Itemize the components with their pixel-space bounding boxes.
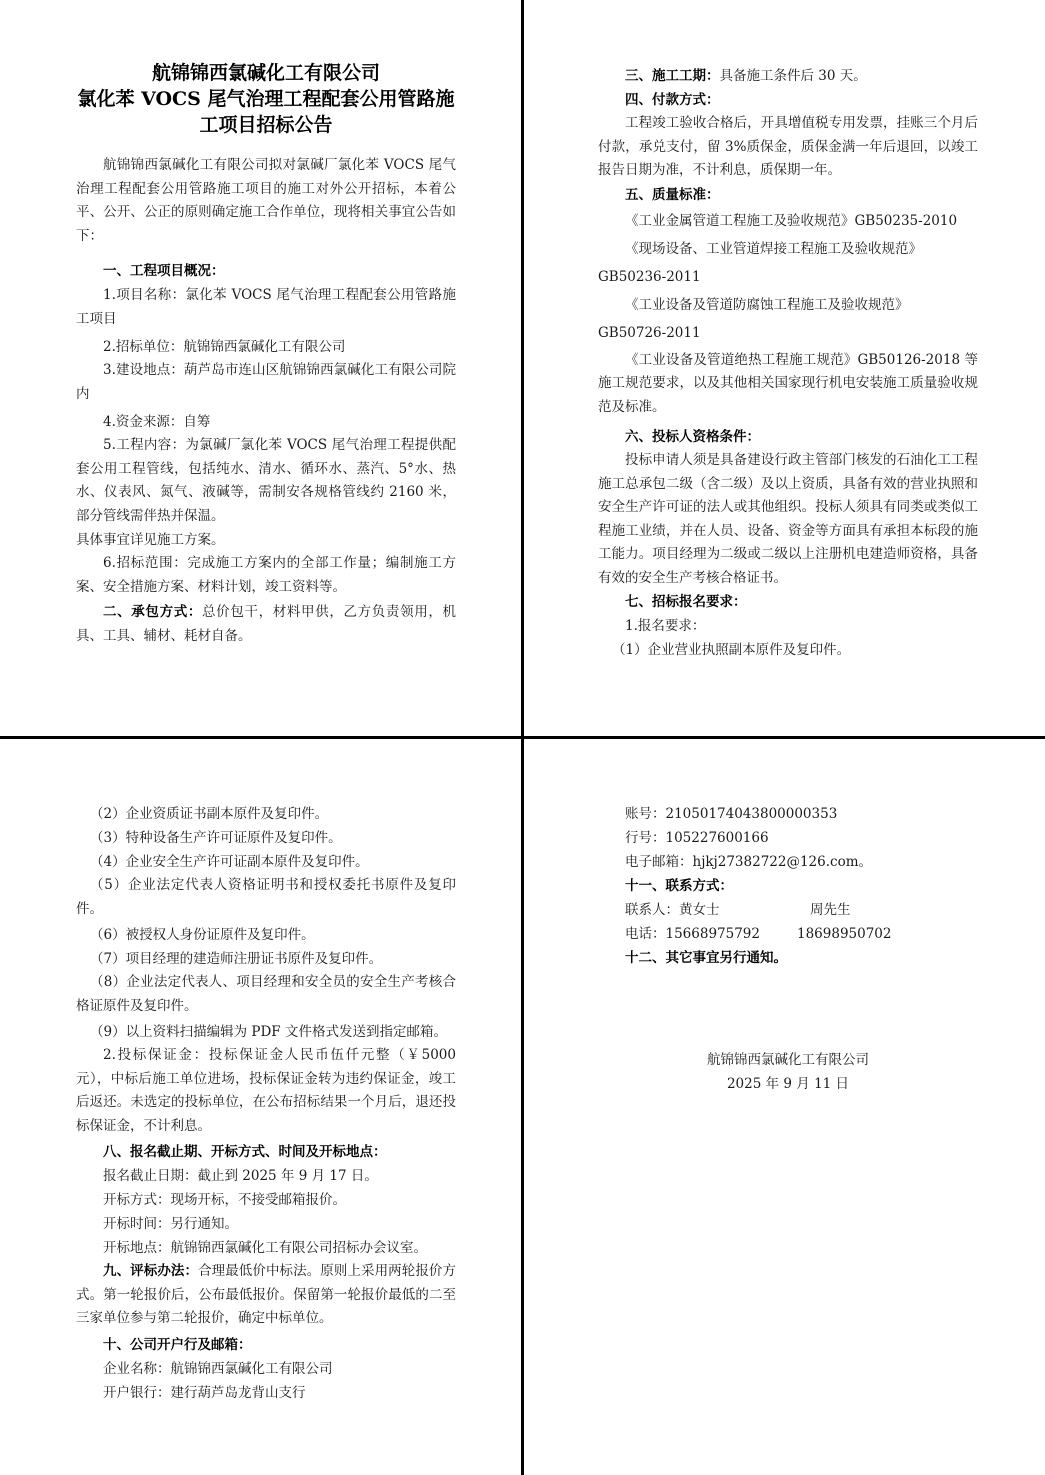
s11-contact-2: 周先生 bbox=[810, 902, 851, 918]
title-line-3: 工项目招标公告 bbox=[199, 114, 333, 136]
s1-item-4: 4.资金来源：自筹 bbox=[103, 414, 211, 430]
title-line-2: 氯化苯 VOCS 尾气治理工程配套公用管路施 bbox=[77, 88, 455, 110]
section-10-heading: 十、公司开户行及邮箱： bbox=[103, 1336, 252, 1353]
section-2 bbox=[76, 601, 456, 648]
s5-standard-2-code: GB50236-2011 bbox=[598, 268, 701, 285]
intro-paragraph: 航锦锦西氯碱化工有限公司拟对氯碱厂氯化苯 VOCS 尾气治理工程配套公用管路施工项目的施工对外公开招标，本着公平、公开、公正的原则确定施工合作单位，现将相关事宜公告如下： bbox=[76, 157, 456, 244]
s7-requirement-4: （4）企业安全生产许可证副本原件及复印件。 bbox=[90, 854, 369, 870]
section-1-heading: 一、工程项目概况： bbox=[103, 263, 225, 279]
s1-item-1: 1.项目名称：氯化苯 VOCS 尾气治理工程配套公用管路施工项目 bbox=[76, 287, 456, 327]
s8-place: 开标地点：航锦锦西氯碱化工有限公司招标办会议室。 bbox=[103, 1240, 427, 1256]
page-4 bbox=[598, 802, 978, 1096]
s1-item-5: 5.工程内容：为氯碱厂氯化苯 VOCS 尾气治理工程提供配套公用工程管线，包括纯水、清水、循环水、蒸汽、5°水、热水、仪表风、氮气、液碱等，需制安各规格管线约 2160 米，部分管线需伴热并保温。 bbox=[76, 437, 456, 524]
s1-item-2: 2.招标单位：航锦锦西氯碱化工有限公司 bbox=[103, 339, 346, 355]
s10-bank-number: 行号：105227600166 bbox=[625, 830, 769, 846]
page-1 bbox=[76, 60, 456, 648]
page-2 bbox=[598, 64, 978, 662]
s5-standard-3-code: GB50726-2011 bbox=[598, 324, 701, 341]
section-4-text: 工程竣工验收合格后，开具增值税专用发票，挂账三个月后付款，承兑支付，留 3%质保金，质保金满一年后退回，以竣工报告日期为准，不计利息，质保期一年。 bbox=[598, 115, 978, 178]
page-divider-horizontal bbox=[0, 736, 1045, 739]
s7-requirement-2: （2）企业资质证书副本原件及复印件。 bbox=[90, 806, 329, 822]
s7-requirement-8: （8）企业法定代表人、项目经理和安全员的安全生产考核合格证原件及复印件。 bbox=[76, 974, 456, 1014]
section-9 bbox=[76, 1260, 456, 1331]
section-3-heading: 三、施工工期： bbox=[625, 68, 720, 84]
s11-phone-label: 电话： bbox=[625, 926, 666, 942]
s5-standard-2: 《现场设备、工业管道焊接工程施工及验收规范》 bbox=[625, 240, 922, 257]
s11-contact-row bbox=[598, 898, 978, 922]
s1-item-3: 3.建设地点：葫芦岛市连山区航锦锦西氯碱化工有限公司院内 bbox=[76, 362, 456, 402]
section-6-heading: 六、投标人资格条件： bbox=[625, 429, 760, 445]
s11-contact-1: 联系人：黄女士 bbox=[625, 902, 720, 918]
section-3-text: 具备施工条件后 30 天。 bbox=[719, 68, 867, 84]
section-9-heading: 九、评标办法： bbox=[103, 1263, 199, 1279]
section-7-heading: 七、招标报名要求： bbox=[625, 594, 747, 610]
s1-item-6: 6.招标范围：完成施工方案内的全部工作量；编制施工方案、安全措施方案、材料计划，竣工资料等。 bbox=[76, 555, 456, 595]
page-3 bbox=[76, 802, 456, 1405]
document-title bbox=[76, 60, 456, 138]
signature-date: 2025 年 9 月 11 日 bbox=[726, 1076, 850, 1092]
section-8-heading: 八、报名截止期、开标方式、时间及开标地点： bbox=[103, 1144, 387, 1160]
s7-requirement-1: （1）企业营业执照副本原件及复印件。 bbox=[612, 642, 851, 658]
section-2-text: 总价包干，材料甲供，乙方负责领用，机具、工具、辅材、耗材自备。 bbox=[76, 604, 457, 644]
signature-company: 航锦锦西氯碱化工有限公司 bbox=[707, 1052, 869, 1068]
s7-requirement-6: （6）被授权人身份证原件及复印件。 bbox=[90, 927, 315, 943]
section-3 bbox=[598, 64, 978, 88]
s11-phone-2: 18698950702 bbox=[797, 926, 892, 942]
section-2-heading: 二、承包方式： bbox=[103, 604, 203, 620]
section-5-heading: 五、质量标准： bbox=[625, 186, 720, 203]
s5-standard-1: 《工业金属管道工程施工及验收规范》GB50235-2010 bbox=[625, 212, 958, 229]
s5-standard-4: 《工业设备及管道绝热工程施工规范》GB50126-2018 等施工规范要求，以及其他相关国家现行机电安装施工质量验收规范及标准。 bbox=[598, 351, 978, 415]
s1-item-5-note: 具体事宜详见施工方案。 bbox=[76, 532, 225, 548]
s8-time: 开标时间：另行通知。 bbox=[103, 1216, 238, 1232]
s8-method: 开标方式：现场开标，不接受邮箱报价。 bbox=[103, 1192, 346, 1208]
s10-account: 账号：21050174043800000353 bbox=[625, 806, 838, 822]
s7-deposit: 2.投标保证金：投标保证金人民币伍仟元整（￥5000 元），中标后施工单位进场，投标保证金转为违约保证金，竣工后返还。未选定的投标单位，在公布招标结果一个月后，退还投标保证金，不计利息。 bbox=[76, 1047, 456, 1134]
s7-requirement-9: （9）以上资料扫描编辑为 PDF 文件格式发送到指定邮箱。 bbox=[90, 1024, 447, 1040]
s8-deadline: 报名截止日期：截止到 2025 年 9 月 17 日。 bbox=[103, 1168, 378, 1184]
section-9-text: 合理最低价中标法。原则上采用两轮报价方式。第一轮报价后，公布最低报价。保留第一轮报价最低的二至三家单位参与第二轮报价，确定中标单位。 bbox=[76, 1263, 457, 1326]
section-11-heading: 十一、联系方式： bbox=[625, 878, 733, 894]
section-4-heading: 四、付款方式： bbox=[625, 92, 720, 108]
title-company: 航锦锦西氯碱化工有限公司 bbox=[151, 62, 380, 84]
s11-phone-row bbox=[598, 922, 978, 946]
s7-requirement-7: （7）项目经理的建造师注册证书原件及复印件。 bbox=[90, 951, 383, 967]
s7-requirement-5: （5）企业法定代表人资格证明书和授权委托书原件及复印件。 bbox=[76, 877, 456, 917]
s10-company: 企业名称：航锦锦西氯碱化工有限公司 bbox=[103, 1360, 333, 1377]
s5-standard-3: 《工业设备及管道防腐蚀工程施工及验收规范》 bbox=[625, 296, 909, 313]
s11-contact-label: 联系人： bbox=[625, 902, 679, 918]
s7-requirement-3: （3）特种设备生产许可证原件及复印件。 bbox=[90, 830, 342, 846]
s10-email: 电子邮箱：hjkj27382722@126.com。 bbox=[625, 854, 873, 870]
s10-bank: 开户银行：建行葫芦岛龙背山支行 bbox=[103, 1384, 306, 1401]
section-6-text: 投标申请人须是具备建设行政主管部门核发的石油化工工程施工总承包二级（含二级）及以上资质，具备有效的营业执照和安全生产许可证的法人或其他组织。投标人须具有同类或类似工程施工业绩，并在人员、设备、资金等方面具有承担本标段的施工能力。项目经理为二级或二级以上注册机电建造师资格，具备有效的安全生产考核合格证书。 bbox=[598, 452, 978, 586]
section-12-heading: 十二、其它事宜另行通知。 bbox=[625, 950, 787, 966]
s11-phone-1: 电话：15668975792 bbox=[625, 926, 760, 942]
s7-sub-1: 1.报名要求： bbox=[625, 618, 706, 634]
